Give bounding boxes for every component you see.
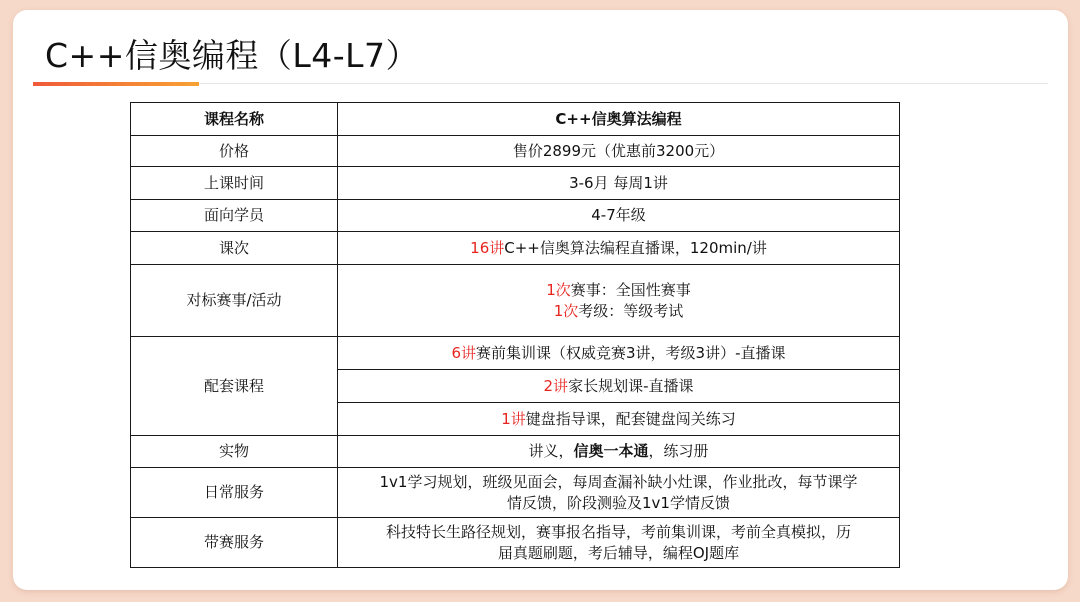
materials-bold: 信奥一本通 [573, 442, 649, 460]
header-label: 课程名称 [131, 103, 338, 136]
row-label-materials: 实物 [131, 436, 338, 468]
row-value-contest [338, 265, 900, 337]
support-row-1-text: 赛前集训课（权威竞赛3讲，考级3讲）-直播课 [476, 343, 786, 362]
table-row [131, 337, 900, 370]
slide-card [13, 10, 1068, 590]
materials-pre: 讲义， [528, 442, 574, 460]
row-value-materials [338, 436, 900, 468]
support-row-3-text: 键盘指导课，配套键盘闯关练习 [525, 409, 736, 428]
competition-line-2: 届真题刷题，考后辅导，编程OJ题库 [497, 543, 740, 562]
divider-line [199, 83, 1048, 84]
row-value-daily [338, 468, 900, 518]
daily-line-2: 情反馈，阶段测验及1v1学情反馈 [507, 493, 730, 512]
table-row [131, 232, 900, 265]
competition-line-1: 科技特长生路径规划，赛事报名指导，考前集训课，考前全真模拟，历 [385, 522, 851, 541]
table-row [131, 436, 900, 468]
row-value-sessions [338, 232, 900, 265]
table-row [131, 468, 900, 518]
row-value-audience: 4-7年级 [338, 200, 900, 232]
support-row-3-count: 1讲 [501, 409, 526, 428]
table-header-row [131, 103, 900, 136]
sessions-count: 16讲 [470, 238, 505, 257]
sessions-text: C++信奥算法编程直播课，120min/讲 [504, 238, 767, 257]
row-value-competition [338, 518, 900, 568]
row-label-price: 价格 [131, 136, 338, 167]
row-label-sessions: 课次 [131, 232, 338, 265]
course-table [130, 102, 900, 568]
row-label-daily: 日常服务 [131, 468, 338, 518]
contest-line-2-text: 考级：等级考试 [578, 301, 684, 320]
table-row [131, 200, 900, 232]
contest-line-2-count: 1次 [553, 301, 579, 320]
row-label-support: 配套课程 [131, 337, 338, 436]
table-row [131, 136, 900, 167]
support-row-1-count: 6讲 [451, 343, 477, 362]
support-row-2-text: 家长规划课-直播课 [568, 376, 694, 395]
row-label-contest: 对标赛事/活动 [131, 265, 338, 337]
row-value-time: 3-6月 每周1讲 [338, 167, 900, 200]
contest-line-2 [346, 301, 891, 322]
table-row [131, 265, 900, 337]
title-divider [33, 82, 1048, 86]
contest-line-1-text: 赛事：全国性赛事 [570, 280, 691, 299]
contest-line-1 [346, 280, 891, 301]
row-label-time: 上课时间 [131, 167, 338, 200]
support-row-2 [338, 370, 900, 403]
daily-line-1: 1v1学习规划，班级见面会，每周查漏补缺小灶课，作业批改，每节课学 [379, 472, 858, 491]
materials-post: ，练习册 [648, 442, 709, 460]
header-value: C++信奥算法编程 [338, 103, 900, 136]
row-label-competition: 带赛服务 [131, 518, 338, 568]
support-row-2-count: 2讲 [543, 376, 569, 395]
page-title: C++信奥编程（L4-L7） [45, 36, 420, 75]
row-label-audience: 面向学员 [131, 200, 338, 232]
support-row-1 [338, 337, 900, 370]
contest-line-1-count: 1次 [546, 280, 571, 299]
divider-accent [33, 82, 199, 86]
row-value-price: 售价2899元（优惠前3200元） [338, 136, 900, 167]
table-row [131, 167, 900, 200]
table-row [131, 518, 900, 568]
support-row-3 [338, 403, 900, 436]
